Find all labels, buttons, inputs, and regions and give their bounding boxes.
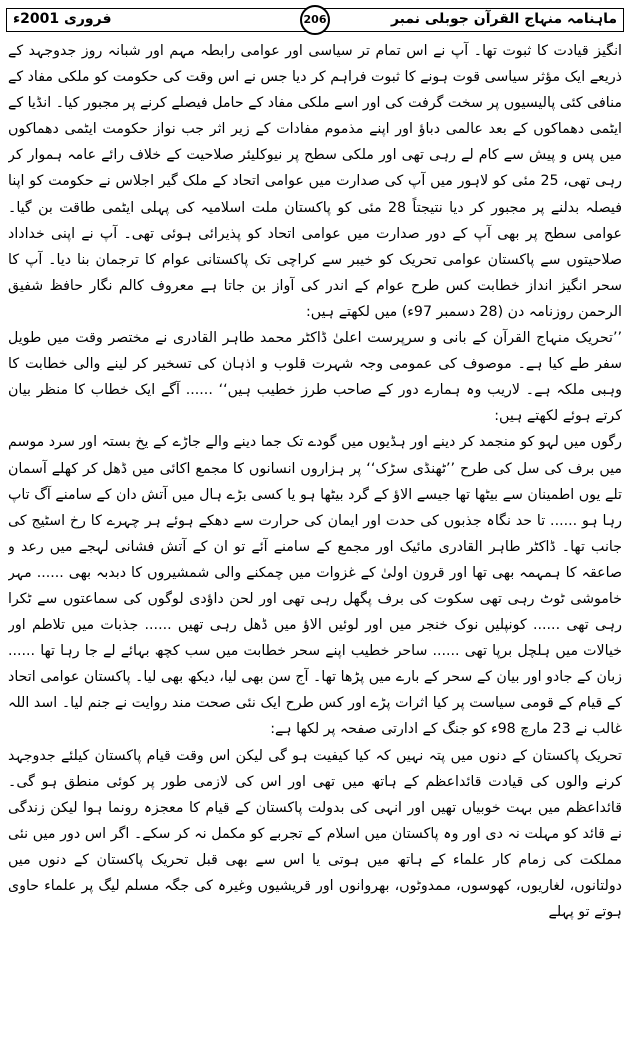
paragraph: رگوں میں لہو کو منجمد کر دینے اور ہڈیوں میں گودے تک جما دینے والے جاڑے کے یخ بستہ اور سرد موسم میں برف کی سل کی طرح ’’ٹھنڈی سڑک‘‘ پر ہزاروں انسانوں کا مجمع اکائی میں ڈھل کر کھلے آسمان تلے یوں اطمینان سے بیٹھا تھا جیسے الاؤ کے گرد بیٹھا ہو یا کسی بڑے ہال میں آتش دان کے سامنے آگ تاپ رہا ہو ...... تا حد نگاہ جذبوں کی حدت اور ایمان کی حرارت سے دھکے ہوئے ہر چہرے کا رخ اسٹیج کی جانب تھا۔ ڈاکٹر طاہر القادری مائیک اور مجمع کے سامنے آئے تو ان کے آتش فشانی لہجے میں رعد و صاعقہ کا ہمہمہ بھی تھا اور قرون اولیٰ کے غزوات میں چمکنے والی شمشیروں کا دبدبہ بھی ...... مہر خاموشی ٹوٹ رہی تھی سکوت کی برف پگھل رہی تھی اور لحن داؤدی لوگوں کی سماعتوں سے ٹکرا رہی تھی ...... کونپلیں نوک خنجر میں اور لوئیں الاؤ میں ڈھل رہی تھیں ...... جذبات میں تلاطم اور خیالات میں ہلچل برپا تھی ...... ساحر خطیب اپنے سحر خطابت میں سب کچھ بہائے لے جا رہا تھا ...... زبان کے جادو اور بیان کے سحر کے بارے میں پڑھا تھا۔ آج سن بھی لیا، دیکھ بھی لیا۔ پاکستان عوامی اتحاد کے قیام کے قومی سیاست پر کیا اثرات پڑے اور کس طرح ایک نئی صحت مند روایت نے جنم لیا۔ اسد اللہ غالب نے 23 مارچ 98ء کو جنگ کے ادارتی صفحہ پر لکھا ہے: xyxy=(8,434,622,738)
paragraph: انگیز قیادت کا ثبوت تھا۔ آپ نے اس تمام تر سیاسی اور عوامی رابطہ مہم اور شبانہ روز جدوجہد کے ذریعے ایک مؤثر سیاسی قوت ہونے کا ثبوت فراہم کر دیا جس نے اس وقت کی حکومت کو ملکی مفاد کے منافی کئی پالیسیوں پر سخت گرفت کی اور اسے ملکی مفاد کے حامل فیصلے کرنے پر مجبور کیا۔ انڈیا کے ایٹمی دھماکوں کے بعد عالمی دباؤ اور اپنے مذموم مفادات کے زیر اثر جب نواز حکومت ایٹمی دھماکوں میں پس و پیش سے کام لے رہی تھی اور ملکی سطح پر نیوکلیئر صلاحیت کے خلاف رائے عامہ ہموار کر رہی تھی، 25 مئی کو لاہور میں آپ کی صدارت میں عوامی اتحاد کے ملک گیر اجلاس نے حکومت کو اپنا فیصلہ بدلنے پر مجبور کر دیا نتیجتاً 28 مئی کو پاکستان ملت اسلامیہ کی پہلی ایٹمی طاقت بن گیا۔ عوامی سطح پر بھی آپ کے دور صدارت میں عوامی اتحاد کو پذیرائی ہوئی تھی۔ آپ نے اپنی خداداد صلاحیتوں سے پاکستان عوامی تحریک کو خیبر سے کراچی تک پاکستانی عوام کا ترجمان بنا دیا۔ آپ کا سحر انگیز انداز خطابت کس طرح عوام کے اندر کی آواز بن جاتا ہے معروف کالم نگار حافظ شفیق الرحمن روزنامہ دن (28 دسمبر 97ء) میں لکھتے ہیں: xyxy=(8,43,622,320)
issue-date: فروری 2001ء xyxy=(13,11,112,27)
page-header xyxy=(6,8,624,32)
article-body xyxy=(8,38,622,1043)
quote-paragraph: ’’تحریک منہاج القرآن کے بانی و سرپرست اعلیٰ ڈاکٹر محمد طاہر القادری نے مختصر وقت میں طویل سفر طے کیا ہے۔ موصوف کی عمومی وجہ شہرت قلوب و اذہان کی تسخیر کر لینے والی خطابت کا وہبی ملکہ ہے۔ لاریب وہ ہمارے دور کے صاحب طرز خطیب ہیں‘‘ ...... آگے ایک خطاب کا منظر بیان کرتے ہوئے لکھتے ہیں: xyxy=(8,330,622,425)
page-number: 206 xyxy=(300,5,330,35)
magazine-title: ماہنامہ منہاج القرآن جوبلی نمبر xyxy=(390,11,617,27)
paragraph: تحریک پاکستان کے دنوں میں پتہ نہیں کہ کیا کیفیت ہو گی لیکن اس وقت قیام پاکستان کیلئے جدوجہد کرنے والوں کی قیادت قائداعظم کے ہاتھ میں تھی اور اس کی لازمی طور پر کوئی منطق ہو گی۔ قائداعظم میں بہت خوبیاں تھیں اور انہی کی بدولت پاکستان کے قیام کا معجزہ رونما ہوا لیکن زندگی نے قائد کو مہلت نہ دی اور وہ پاکستان میں اسلام کے تجربے کو مکمل نہ کر سکے۔ اگر اس دور میں نئی مملکت کی زمام کار علماء کے ہاتھ میں ہوتی یا اس سے بھی قبل تحریک پاکستان کے دنوں میں دولتانوں، لغاریوں، کھوسوں، ممدوٹوں، بھروانوں اور قریشیوں وغیرہ کی جگہ مسلم لیگ پر علماء حاوی ہوتے تو پہلے xyxy=(8,747,622,921)
